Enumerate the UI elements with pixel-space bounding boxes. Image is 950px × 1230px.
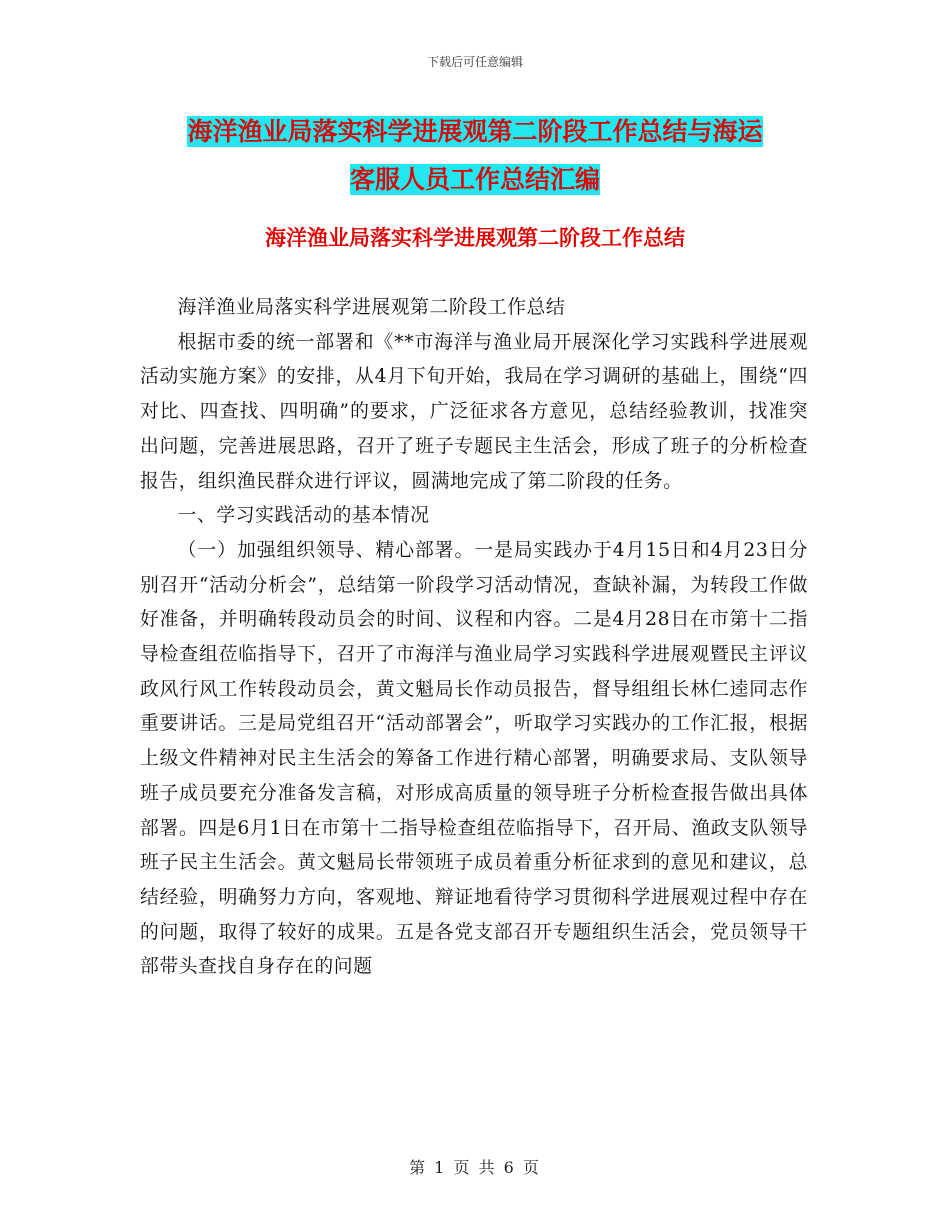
body-paragraph: 海洋渔业局落实科学进展观第二阶段工作总结	[177, 297, 566, 318]
document-body	[140, 291, 808, 985]
document-title-line-1: 海洋渔业局落实科学进展观第二阶段工作总结与海运	[187, 117, 763, 146]
page-number: 第 1 页 共 6 页	[409, 1158, 541, 1177]
body-paragraph: 根据市委的统一部署和《**市海洋与渔业局开展深化学习实践科学进展观活动实施方案》的安排，从4月下旬开始，我局在学习调研的基础上，围绕“四对比、四查找、四明确”的要求，广泛征求各方意见，总结经验教训，找准突出问题，完善进展思路，召开了班子专题民主生活会，形成了班子的分析检查报告，组织渔民群众进行评议，圆满地完成了第二阶段的任务。	[140, 331, 808, 492]
body-paragraph: （一）加强组织领导、精心部署。一是局实践办于4月15日和4月23日分别召开“活动分析会”，总结第一阶段学习活动情况，查缺补漏，为转段工作做好准备，并明确转段动员会的时间、议程和内容。二是4月28日在市第十二指导检查组莅临指导下，召开了市海洋与渔业局学习实践科学进展观暨民主评议政风行风工作转段动员会，黄文魁局长作动员报告，督导组组长林仁逵同志作重要讲话。三是局党组召开“活动部署会”，听取学习实践办的工作汇报，根据上级文件精神对民主生活会的筹备工作进行精心部署，明确要求局、支队领导班子成员要充分准备发言稿，对形成高质量的领导班子分析检查报告做出具体部署。四是6月1日在市第十二指导检查组莅临指导下，召开局、渔政支队领导班子民主生活会。黄文魁局长带领班子成员着重分析征求到的意见和建议，总结经验，明确努力方向，客观地、辩证地看待学习贯彻科学进展观过程中存在的问题，取得了较好的成果。五是各党支部召开专题组织生活会，党员领导干部带头查找自身存在的问题	[140, 539, 808, 978]
page-header-note: 下载后可任意编辑	[426, 55, 523, 69]
document-title-line-2: 客服人员工作总结汇编	[349, 165, 600, 194]
document-title	[0, 108, 950, 204]
section-title: 海洋渔业局落实科学进展观第二阶段工作总结	[265, 226, 685, 250]
body-paragraph: 一、学习实践活动的基本情况	[177, 505, 430, 527]
